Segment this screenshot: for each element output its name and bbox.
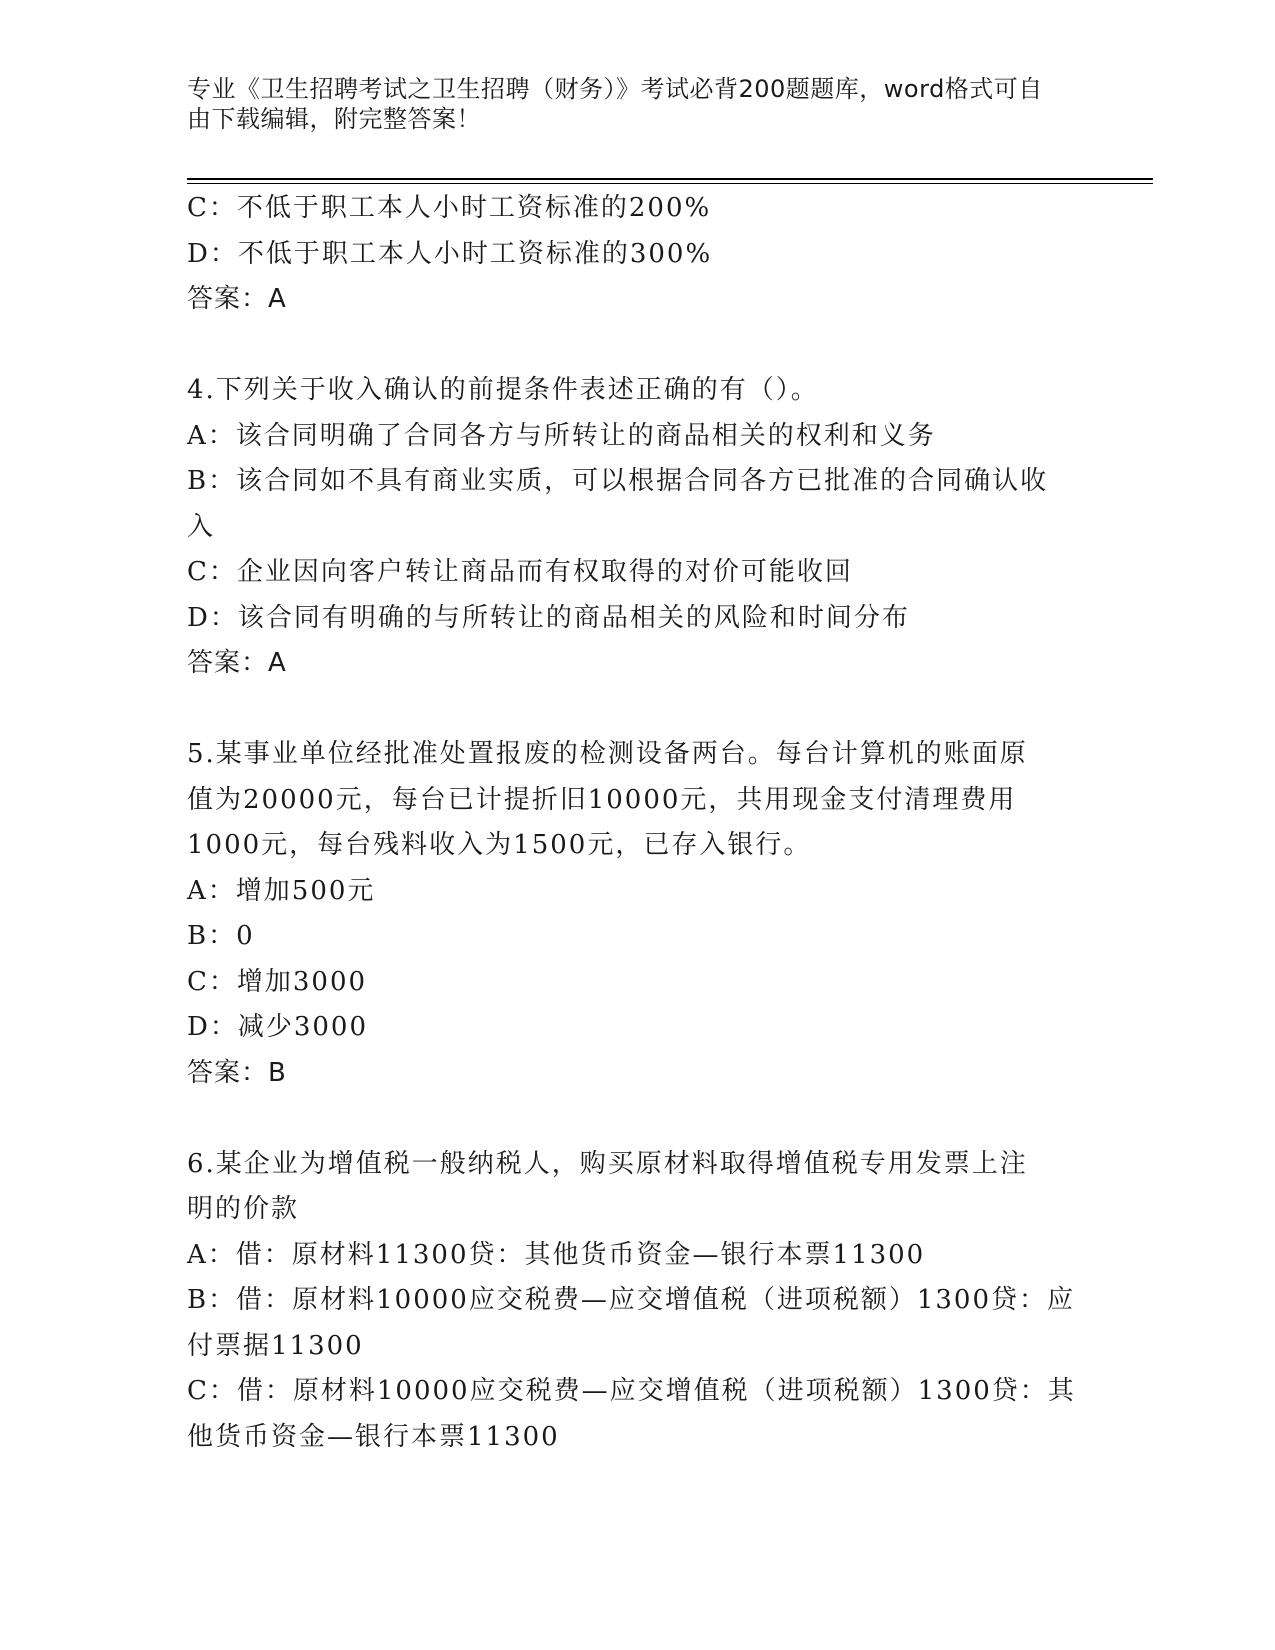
- q6-option-c-line-1: C：借：原材料10000应交税费—应交增值税（进项税额）1300贷：其: [187, 1376, 1076, 1406]
- q3-option-c: C：不低于职工本人小时工资标准的200%: [187, 193, 712, 223]
- q5-option-b: B：0: [187, 921, 255, 951]
- spacer: [187, 687, 1087, 733]
- spacer: [187, 323, 1087, 369]
- q4-answer: 答案：A: [187, 648, 287, 678]
- q6-option-a: A：借：原材料11300贷：其他货币资金—银行本票11300: [187, 1239, 926, 1270]
- q6-option-b-line-1: B：借：原材料10000应交税费—应交增值税（进项税额）1300贷：应: [187, 1285, 1075, 1315]
- q6-stem-line-1: 6.某企业为增值税一般纳税人，购买原材料取得增值税专用发票上注: [187, 1148, 1028, 1179]
- question-body: [187, 186, 1087, 1460]
- header-line-1: 专业《卫生招聘考试之卫生招聘（财务）》考试必背200题题库，word格式可自: [187, 75, 1043, 103]
- q6-stem-line-2: 明的价款: [187, 1194, 300, 1224]
- header-rule-thick: [187, 178, 1153, 180]
- header-line-2: 由下载编辑，附完整答案！: [187, 105, 481, 133]
- q6-option-c-line-2: 他货币资金—银行本票11300: [187, 1421, 560, 1452]
- q5-option-c: C：增加3000: [187, 966, 368, 997]
- header-rule-thin: [187, 183, 1153, 184]
- q4-option-b-line-2: 入: [187, 511, 216, 542]
- q5-option-a: A：增加500元: [187, 875, 376, 906]
- q5-option-d: D：减少3000: [187, 1012, 369, 1042]
- q3-answer: 答案：A: [187, 284, 287, 314]
- q4-option-a: A：该合同明确了合同各方与所转让的商品相关的权利和义务: [187, 420, 936, 451]
- q5-stem-line-1: 5.某事业单位经批准处置报废的检测设备两台。每台计算机的账面原: [187, 739, 1028, 769]
- q5-answer: 答案：B: [187, 1057, 287, 1088]
- q3-option-d: D：不低于职工本人小时工资标准的300%: [187, 238, 713, 269]
- q4-stem: 4.下列关于收入确认的前提条件表述正确的有（）。: [187, 375, 819, 405]
- q4-option-c: C：企业因向客户转让商品而有权取得的对价可能收回: [187, 557, 853, 587]
- q6-option-b-line-2: 付票据11300: [187, 1330, 364, 1361]
- q5-stem-line-3: 1000元，每台残料收入为1500元，已存入银行。: [187, 830, 812, 860]
- document-header: [187, 74, 1067, 134]
- q4-option-d: D：该合同有明确的与所转让的商品相关的风险和时间分布: [187, 602, 910, 633]
- q4-option-b-line-1: B：该合同如不具有商业实质，可以根据合同各方已批准的合同确认收: [187, 466, 1049, 496]
- q5-stem-line-2: 值为20000元，每台已计提折旧10000元，共用现金支付清理费用: [187, 784, 1017, 815]
- spacer: [187, 1096, 1087, 1142]
